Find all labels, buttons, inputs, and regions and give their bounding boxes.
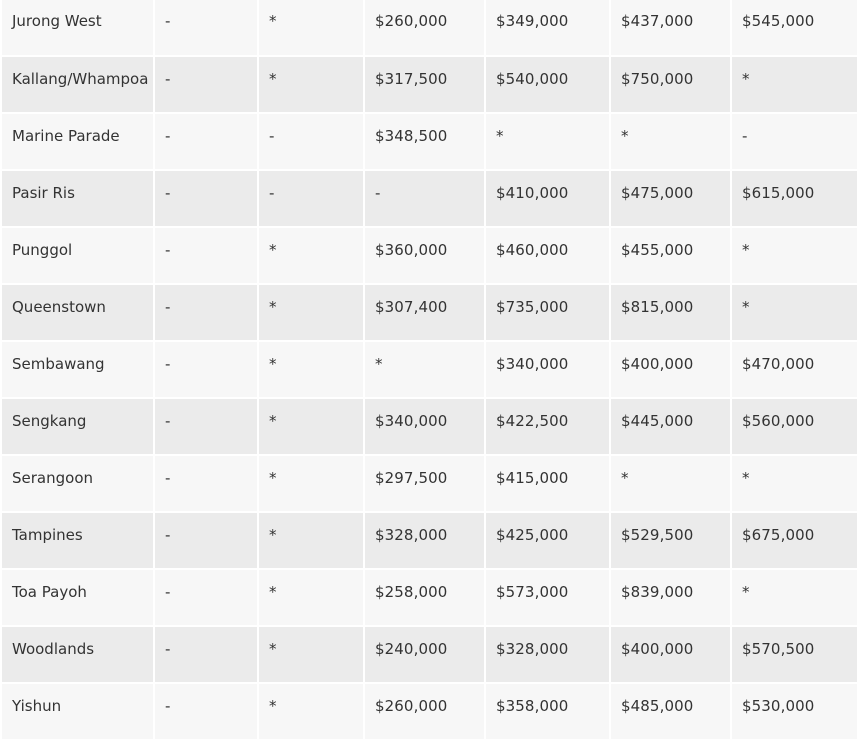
- price-cell: -: [154, 0, 258, 56]
- price-cell: $815,000: [610, 284, 731, 341]
- price-cell: $328,000: [364, 512, 485, 569]
- table-row: [2, 341, 857, 398]
- price-cell: $675,000: [731, 512, 857, 569]
- price-cell: $615,000: [731, 170, 857, 227]
- price-cell: $425,000: [485, 512, 610, 569]
- price-cell: -: [154, 683, 258, 740]
- price-cell: $400,000: [610, 626, 731, 683]
- table-row: [2, 569, 857, 626]
- price-cell: $358,000: [485, 683, 610, 740]
- town-cell: Tampines: [2, 512, 154, 569]
- price-cell: $470,000: [731, 341, 857, 398]
- price-cell: $415,000: [485, 455, 610, 512]
- table-row: [2, 227, 857, 284]
- price-cell: -: [154, 170, 258, 227]
- table-row: [2, 0, 857, 56]
- price-cell: $460,000: [485, 227, 610, 284]
- price-cell: $475,000: [610, 170, 731, 227]
- town-cell: Punggol: [2, 227, 154, 284]
- price-cell: -: [154, 341, 258, 398]
- price-cell: $328,000: [485, 626, 610, 683]
- table-row: [2, 284, 857, 341]
- price-table: [2, 0, 857, 741]
- price-cell: *: [731, 569, 857, 626]
- price-cell: *: [258, 569, 364, 626]
- table-row: [2, 626, 857, 683]
- town-cell: Sembawang: [2, 341, 154, 398]
- price-cell: *: [610, 455, 731, 512]
- price-cell: -: [154, 113, 258, 170]
- price-cell: $360,000: [364, 227, 485, 284]
- price-cell: $307,400: [364, 284, 485, 341]
- price-cell: *: [258, 683, 364, 740]
- price-cell: *: [731, 56, 857, 113]
- price-cell: -: [154, 398, 258, 455]
- price-cell: -: [731, 113, 857, 170]
- table-row: [2, 56, 857, 113]
- price-cell: $735,000: [485, 284, 610, 341]
- price-cell: *: [258, 455, 364, 512]
- table-row: [2, 512, 857, 569]
- town-cell: Toa Payoh: [2, 569, 154, 626]
- price-cell: *: [258, 626, 364, 683]
- price-cell: -: [154, 284, 258, 341]
- table-row: [2, 455, 857, 512]
- price-cell: $573,000: [485, 569, 610, 626]
- town-cell: Queenstown: [2, 284, 154, 341]
- price-cell: *: [258, 398, 364, 455]
- price-cell: -: [154, 512, 258, 569]
- table-row: [2, 113, 857, 170]
- price-cell: $422,500: [485, 398, 610, 455]
- price-cell: -: [154, 455, 258, 512]
- price-cell: $437,000: [610, 0, 731, 56]
- town-cell: Pasir Ris: [2, 170, 154, 227]
- price-table-body: [2, 0, 857, 740]
- price-cell: $317,500: [364, 56, 485, 113]
- price-cell: *: [485, 113, 610, 170]
- price-cell: $545,000: [731, 0, 857, 56]
- price-cell: -: [258, 113, 364, 170]
- price-cell: $240,000: [364, 626, 485, 683]
- price-cell: $400,000: [610, 341, 731, 398]
- town-cell: Marine Parade: [2, 113, 154, 170]
- price-cell: $340,000: [485, 341, 610, 398]
- price-cell: *: [258, 56, 364, 113]
- price-cell: $349,000: [485, 0, 610, 56]
- price-cell: $340,000: [364, 398, 485, 455]
- price-cell: -: [154, 626, 258, 683]
- table-row: [2, 398, 857, 455]
- price-cell: *: [258, 341, 364, 398]
- table-row: [2, 170, 857, 227]
- price-cell: *: [258, 512, 364, 569]
- price-cell: $455,000: [610, 227, 731, 284]
- price-cell: $258,000: [364, 569, 485, 626]
- town-cell: Serangoon: [2, 455, 154, 512]
- price-cell: $570,500: [731, 626, 857, 683]
- price-cell: $529,500: [610, 512, 731, 569]
- price-cell: $540,000: [485, 56, 610, 113]
- price-cell: $839,000: [610, 569, 731, 626]
- price-cell: $560,000: [731, 398, 857, 455]
- price-cell: *: [731, 455, 857, 512]
- price-cell: -: [154, 56, 258, 113]
- price-cell: *: [258, 227, 364, 284]
- town-cell: Jurong West: [2, 0, 154, 56]
- price-cell: *: [731, 227, 857, 284]
- town-cell: Woodlands: [2, 626, 154, 683]
- price-cell: $485,000: [610, 683, 731, 740]
- town-cell: Kallang/Whampoa: [2, 56, 154, 113]
- price-cell: -: [258, 170, 364, 227]
- price-cell: $348,500: [364, 113, 485, 170]
- price-cell: $410,000: [485, 170, 610, 227]
- price-cell: *: [258, 0, 364, 56]
- price-cell: *: [364, 341, 485, 398]
- price-cell: $445,000: [610, 398, 731, 455]
- town-cell: Yishun: [2, 683, 154, 740]
- price-cell: $750,000: [610, 56, 731, 113]
- price-cell: *: [258, 284, 364, 341]
- price-cell: *: [731, 284, 857, 341]
- price-cell: $530,000: [731, 683, 857, 740]
- table-row: [2, 683, 857, 740]
- price-cell: $260,000: [364, 683, 485, 740]
- price-cell: -: [154, 227, 258, 284]
- price-cell: $260,000: [364, 0, 485, 56]
- price-cell: -: [154, 569, 258, 626]
- price-cell: *: [610, 113, 731, 170]
- price-cell: $297,500: [364, 455, 485, 512]
- price-cell: -: [364, 170, 485, 227]
- town-cell: Sengkang: [2, 398, 154, 455]
